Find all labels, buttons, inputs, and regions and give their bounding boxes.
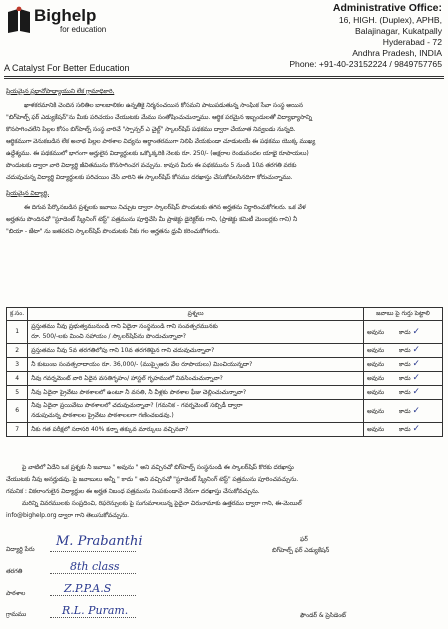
question-text [28, 386, 364, 400]
intro-paragraph [6, 100, 442, 184]
intro-line: పొందుటకు ద్వారా వారి విద్యార్థి జీవితమును కొనసాగించగ వచ్చును. కావున మీరు ఈ పథకమును 5 నుండి 10వ తరగతి వరకు [6, 162, 297, 169]
class-label: తరగతి [6, 568, 23, 575]
student-intro-line: అర్హతను పొందినచో "స్టూడెంట్ స్క్రీనింగ్ టెస్ట్" పత్రమును పూర్తిచేసి మీ ప్రాజెక్టు డైరెక్టర్‌కు గాని, (ప్రాజెక్టు కమిటీ మెంబర్లకు గాని) నీ [6, 216, 298, 223]
answer-cell[interactable] [364, 372, 443, 386]
class-line [50, 573, 136, 574]
table-header-row [7, 308, 443, 321]
student-intro-line: "బియా - జేటా" ను జతపరచి స్కాలర్‌షిప్ పొందుటకు నీకు గల అర్హతను ధ్రువీ కరించుకోగలరు. [6, 228, 220, 235]
intro-line: ఆర్థికముగా వెనుకబడిన లేక అనాథ పిల్లల పాఠశాల విద్యను ఆర్థాంతరముగా నిలిపి వేయకుండా చూడుటయే ఈ పథకము యొక్క ముఖ్య [6, 138, 316, 145]
village-line [50, 617, 136, 618]
question-line: నీవు ఏదైనా ప్రైవేటు పాఠశాలలో ఉంటూ నీ వసతి, నీ వీళ్లకు పాఠశాల ఫీజు చెల్లించుచున్నావా? [31, 388, 247, 396]
organization-name: బిగ్‌హెల్ప్ ఫర్ ఎడ్యుకేషన్ [272, 547, 330, 554]
intro-line: చదువుచున్న విద్యార్థి విద్యార్థులకు పరిచయిం చేసి వారిని ఈ స్కాలర్‌షిప్ కోసము దరఖాస్తు చేసుకోవలసినదిగా కోరుచున్నాము. [6, 174, 293, 181]
check-mark-icon: ✓ [412, 405, 420, 416]
question-text [28, 372, 364, 386]
question-line: నీకు గత పరీక్షలో సరాసరి 40% కన్నా తక్కువ మార్కులు వచ్చినవా? [31, 425, 189, 433]
founder-title: ఫౌండర్ & ప్రెసిడెంట్ [300, 612, 346, 619]
no-option[interactable]: కాదు [399, 426, 411, 433]
question-line: రూ. 500/-లకు మించి సహాయం / స్కాలర్‌షిప్‌ను పొందుచున్నావా? [31, 333, 186, 340]
check-mark-icon: ✓ [412, 424, 420, 434]
school-line [50, 595, 136, 596]
tagline: A Catalyst For Better Education [4, 63, 130, 73]
instruction-line: పై వాటిలో ఏదేని ఒక ప్రశ్నకు నీ జవాబు " అవును " అని వచ్చినచో బిగ్‌హెల్ప్ సంస్థనుండి ఈ స్కాలర్‌షిప్ కొరకు దరఖాస్తు [22, 464, 294, 471]
intro-line: ఉద్దేశ్యము. ఈ పథకములో భాగంగా అర్హులైన విద్యార్థులకు ఒక్కొక్కరికి నెలకు రూ. 250/- (అక్షరాల రెండువందల యాభై రూపాయలు) [6, 150, 309, 157]
column-header-answer: జవాబు పై గుర్తు పెట్టాలి [364, 308, 443, 321]
class-field[interactable]: 8th class [70, 560, 120, 573]
address-line: Hyderabad - 72 [382, 37, 442, 47]
salutation: ప్రియమైన ప్రధానోపాధ్యాయుని లేక గ్రామాధికారి, [6, 88, 115, 95]
no-option[interactable]: కాదు [399, 361, 411, 368]
yes-option[interactable]: అవును [367, 407, 385, 415]
question-number: 1 [7, 321, 28, 344]
brand-name: Bighelp [34, 6, 97, 25]
question-number: 7 [7, 423, 28, 437]
check-mark-icon: ✓ [412, 359, 420, 369]
column-header-question: ప్రశ్నలు [28, 308, 364, 321]
question-text [28, 423, 364, 437]
check-mark-icon: ✓ [412, 387, 420, 397]
check-mark-icon: ✓ [412, 345, 420, 355]
table-row [7, 321, 443, 344]
no-option[interactable]: కాదు [399, 407, 411, 415]
answer-cell[interactable] [364, 423, 443, 437]
question-line: నీ కుటుంబ సంవత్సరాదాయం రూ. 36,000/- (ముప్పైఆరు వేల రూపాయలు) మించియున్నదా? [31, 360, 253, 368]
question-text [28, 321, 364, 344]
student-salutation: ప్రియమైన విద్యార్థి, [6, 190, 49, 197]
village-field[interactable]: R.L. Puram. [62, 604, 129, 617]
question-number: 2 [7, 344, 28, 358]
check-mark-icon: ✓ [412, 373, 420, 383]
address-block [289, 2, 442, 70]
question-number: 3 [7, 358, 28, 372]
address-line: Balajinagar, Kukatpally [355, 26, 442, 36]
book-logo-icon [6, 6, 32, 34]
yes-option[interactable]: అవును [367, 361, 385, 368]
answer-cell[interactable] [364, 358, 443, 372]
brand-subtitle: for education [60, 25, 107, 34]
address-heading: Administrative Office: [332, 2, 442, 14]
question-line: నీవు గవర్నమెంట్ వారి ఏదైన వసతిగృహం/ హాస్టల్ గృహములో నివసించుచున్నావా? [31, 374, 223, 382]
question-number: 4 [7, 372, 28, 386]
question-text [28, 400, 364, 423]
header-rule [4, 76, 444, 77]
question-line: ప్రస్తుతము నీవు 5వ తరగతిలోపు గాని 10వ తరగతిపైన గాని చదువుచున్నావా? [31, 346, 215, 354]
header-rule [4, 78, 444, 79]
question-text [28, 358, 364, 372]
no-option[interactable]: కాదు [399, 389, 411, 396]
address-line: 16, HIGH. (Duplex), APHB, [338, 15, 442, 25]
question-line: నీవు ఏదైనా ప్రయివేటు పాఠశాలలో చదువుచున్నావా? (గమనిక - గవర్నమెంట్ సబ్సిడీ ద్వారా [31, 402, 243, 409]
no-option[interactable]: కాదు [399, 328, 411, 336]
address-line: Andhra Pradesh, INDIA [352, 48, 442, 58]
table-row [7, 372, 443, 386]
name-line [50, 551, 136, 552]
question-number: 6 [7, 400, 28, 423]
table-row [7, 358, 443, 372]
name-field[interactable]: M. Prabanthi [56, 534, 143, 549]
table-row [7, 423, 443, 437]
table-row [7, 386, 443, 400]
eligibility-table [6, 307, 443, 437]
intro-line: "బిగ్‌హెల్ప్ ఫర్ ఎడ్యుకేషన్"ను మీకు పరిచయం చేయుటకు మేము సంతోషించుచున్నాము. ఆర్థిక పరమైన ఇబ్బందులతో విద్యాభ్యాసాన్ని [6, 114, 313, 121]
instruction-line: గమనిక : వికలాంగులైన విద్యార్థుల ఈ అర్హత నిబంధ పత్రమును నింపకుండానే నేరుగా దరఖాస్తు చేసుకోవచ్చును. [6, 488, 260, 495]
name-label: విద్యార్థి పేరు [6, 546, 35, 553]
question-line: ప్రస్తుతము నీవు ప్రభుత్వమునుండి గాని ఏదైనా సంస్థనుండి గాని సంవత్సరమునకు [31, 323, 218, 330]
yes-option[interactable]: అవును [367, 347, 385, 354]
village-label: గ్రామము [6, 611, 27, 618]
for-label: ఫర్ [300, 536, 308, 543]
question-number: 5 [7, 386, 28, 400]
no-option[interactable]: కాదు [399, 347, 411, 354]
check-mark-icon: ✓ [412, 326, 420, 337]
yes-option[interactable]: అవును [367, 328, 385, 336]
school-label: పాఠశాల [6, 590, 26, 597]
answer-cell[interactable] [364, 386, 443, 400]
question-text [28, 344, 364, 358]
question-line: నడుపుచున్న పాఠశాలల ప్రైవేటు పాఠశాలలగా గణించబడవు.) [31, 412, 174, 419]
student-intro-line: ఈ దిగువ పేర్కొనబడిన ప్రశ్నలకు జవాబు నిచ్చుట ద్వారా స్కాలర్‌షిప్ పొందుటకు తగిన అర్హతను నిర్ధారించుకోగలరు. ఒక వేళ [24, 204, 306, 211]
phone: Phone: +91-40-23152224 / 9849757765 [289, 59, 442, 69]
instruction-line: చేయుటకు నీవు అనర్హుడవు. పై జవాబులు అన్నీ " కాదు " అని వచ్చినచో "స్టూడెంట్ స్క్రీనింగ్ టెస్ట్" పత్రమును పూరించవచ్చును. [6, 476, 299, 483]
answer-cell[interactable] [364, 344, 443, 358]
table-row [7, 344, 443, 358]
no-option[interactable]: కాదు [399, 375, 411, 382]
school-field[interactable]: Z.P.P.A.S [64, 582, 112, 595]
contact-line: info@bighelp.org ద్వారా గాని తెలుసుకోవచ్చును. [6, 512, 130, 519]
student-intro [6, 202, 442, 238]
intro-line: ఖాళకరమానికి చెందిన సలితిల బాలబాలికల ఉన్నతికై నిర్మనంచయిన కోసమని పాటుపడుతున్న సాంఘిక సేవా సంస్థ అయిన [24, 102, 303, 109]
table-row [7, 400, 443, 423]
yes-option[interactable]: అవును [367, 375, 385, 382]
yes-option[interactable]: అవును [367, 389, 385, 396]
instructions [6, 462, 442, 522]
column-header-number: క్ర.సం. [7, 308, 28, 321]
yes-option[interactable]: అవును [367, 426, 385, 433]
instruction-line: మరిన్ని వివరములకు సంప్రదించి, రిఫరెన్సులకు పై సుగుమాలలున్న పైదైనా చిరునామాకు ఉత్తరము ద్వారా గాని, ఈ-మెయిల్ [22, 500, 302, 507]
answer-cell[interactable] [364, 321, 443, 344]
intro-line: కొనసాగించలేని పిల్లల కోసం బిగ్‌హెల్ప్ సంస్థ వారిచే "స్పాన్సర్ ఎ చైల్డ్" స్కాలర్‌షిప్ పథకము ద్వారా చేయూత నివ్వబడు నున్నది. [6, 126, 296, 133]
answer-cell[interactable] [364, 400, 443, 423]
